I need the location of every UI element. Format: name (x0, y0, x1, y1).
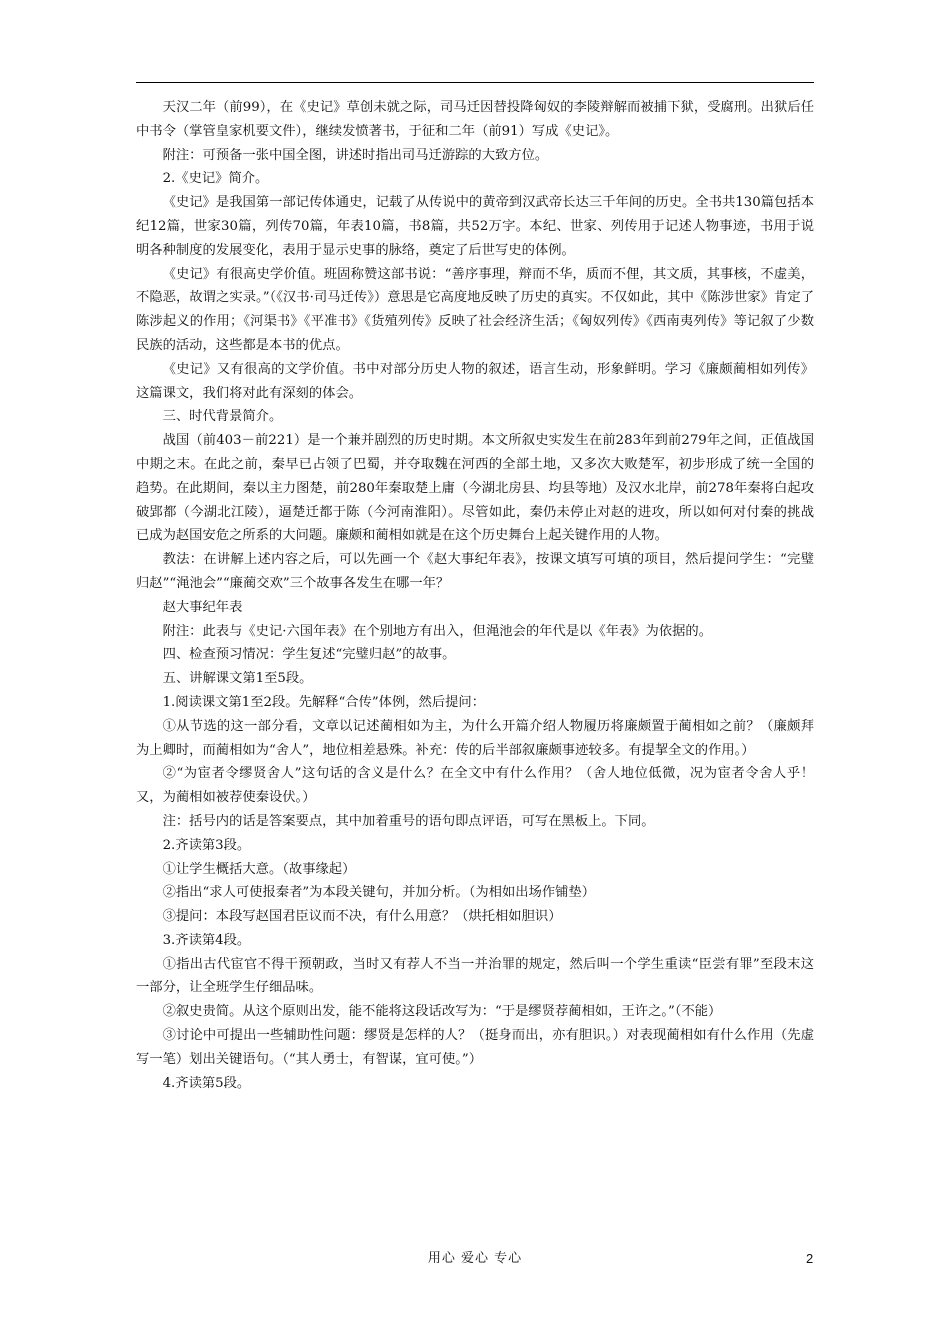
paragraph: 1.阅读课文第1至2段。先解释“合传”体例，然后提问： (162, 694, 486, 710)
paragraph: 2.《史记》简介。 (162, 171, 269, 187)
paragraph: 四、检查预习情况：学生复述“完璧归赵”的故事。 (162, 647, 456, 663)
footer-text: 用心 爱心 专心 (427, 1251, 523, 1266)
paragraph: ②叙史贵简。从这个原则出发，能不能将这段话改写为：“于是缪贤荐蔺相如，王许之。”（不能） (162, 1004, 722, 1020)
paragraph: 五、讲解课文第1至5段。 (162, 671, 313, 687)
paragraph: ①从节选的这一部分看，文章以记述蔺相如为主，为什么开篇介绍人物履历将廉颇置于蔺相如之前？（廉颇拜为上卿时，而蔺相如为“舍人”，地位相差悬殊。补充：传的后半部叙廉颇事迹较多。有提挈全文的作用。） (136, 718, 814, 758)
paragraph: 天汉二年（前99），在《史记》草创未就之际，司马迁因替投降匈奴的李陵辩解而被捕下狱，受腐刑。出狱后任中书令（掌管皇家机要文件），继续发愤著书，于征和二年（前91）写成《史记》。 (136, 100, 814, 139)
paragraph: 4.齐读第5段。 (162, 1075, 251, 1091)
paragraph: 三、时代背景简介。 (162, 409, 283, 425)
paragraph: 2.齐读第3段。 (162, 837, 251, 853)
paragraph: 教法：在讲解上述内容之后，可以先画一个《赵大事纪年表》，按课文填写可填的项目，然后提问学生：“完璧归赵”“渑池会”“廉蔺交欢”三个故事各发生在哪一年？ (136, 552, 814, 591)
page-footer (0, 1249, 950, 1269)
paragraph: 《史记》又有很高的文学价值。书中对部分历史人物的叙述，语言生动，形象鲜明。学习《廉颇蔺相如列传》这篇课文，我们将对此有深刻的体会。 (136, 361, 814, 401)
paragraph: ③讨论中可提出一些辅助性问题：缪贤是怎样的人？（挺身而出，亦有胆识。）对表现蔺相如有什么作用（先虚写一笔）划出关键语句。（“其人勇士，有智谋，宜可使。”） (136, 1028, 814, 1067)
paragraph: ①指出古代宦官不得干预朝政，当时又有荐人不当一并治罪的规定，然后叫一个学生重读“臣尝有罪”至段末这一部分，让全班学生仔细品味。 (136, 956, 814, 996)
paragraph: ①让学生概括大意。（故事缘起） (162, 861, 356, 877)
document-body (136, 96, 814, 1095)
paragraph: 《史记》是我国第一部记传体通史，记载了从传说中的黄帝到汉武帝长达三千年间的历史。全书共130篇包括本纪12篇，世家30篇，列传70篇，年表10篇，书8篇，共52万字。本纪、世家、列传用于记述人物事迹，书用于说明各种制度的发展变化，表用于显示史事的脉络，奠定了后世写史的体例。 (136, 195, 814, 258)
header-rule (136, 82, 814, 83)
paragraph: 赵大事纪年表 (162, 599, 243, 615)
paragraph: 3.齐读第4段。 (162, 932, 251, 948)
page-number: 2 (806, 1251, 814, 1266)
paragraph: 《史记》有很高史学价值。班固称赞这部书说：“善序事理，辩而不华，质而不俚，其文质，其事核，不虚美，不隐恶，故谓之实录。”（《汉书·司马迁传》）意思是它高度地反映了历史的真实。不仅如此，其中《陈涉世家》肯定了陈涉起义的作用；《河渠书》《平准书》《货殖列传》反映了社会经济生活；《匈奴列传》《西南夷列传》等记叙了少数民族的活动，这些都是本书的优点。 (136, 266, 814, 353)
paragraph: 注：括号内的话是答案要点，其中加着重号的语句即点评语，可写在黑板上。下同。 (162, 813, 655, 829)
paragraph: ③提问：本段写赵国君臣议而不决，有什么用意？（烘托相如胆识） (162, 909, 562, 925)
paragraph: ②指出“求人可使报秦者”为本段关键句，并加分析。（为相如出场作铺垫） (162, 885, 596, 901)
paragraph: 附注：此表与《史记·六国年表》在个别地方有出入，但渑池会的年代是以《年表》为依据的。 (162, 623, 712, 639)
paragraph: 附注：可预备一张中国全图，讲述时指出司马迁游踪的大致方位。 (162, 147, 549, 163)
paragraph: 战国（前403－前221）是一个兼并剧烈的历史时期。本文所叙史实发生在前283年到前279年之间，正值战国中期之末。在此之前，秦早已占领了巴蜀，并夺取魏在河西的全部土地，又多次大败楚军，初步形成了统一全国的趋势。在此期间，秦以主力图楚，前280年秦取楚上庸（今湖北房县、均县等地）及汉水北岸，前278年秦将白起攻破郢都（今湖北江陵），逼楚迁都于陈（今河南淮阳）。尽管如此，秦仍未停止对赵的进攻，所以如何对付秦的挑战已成为赵国安危之所系的大问题。廉颇和蔺相如就是在这个历史舞台上起关键作用的人物。 (136, 433, 814, 544)
paragraph: ②“为宦者令缪贤舍人”这句话的含义是什么？在全文中有什么作用？（舍人地位低微，况为宦者令舍人乎！又，为蔺相如被荐使秦设伏。） (136, 766, 814, 806)
